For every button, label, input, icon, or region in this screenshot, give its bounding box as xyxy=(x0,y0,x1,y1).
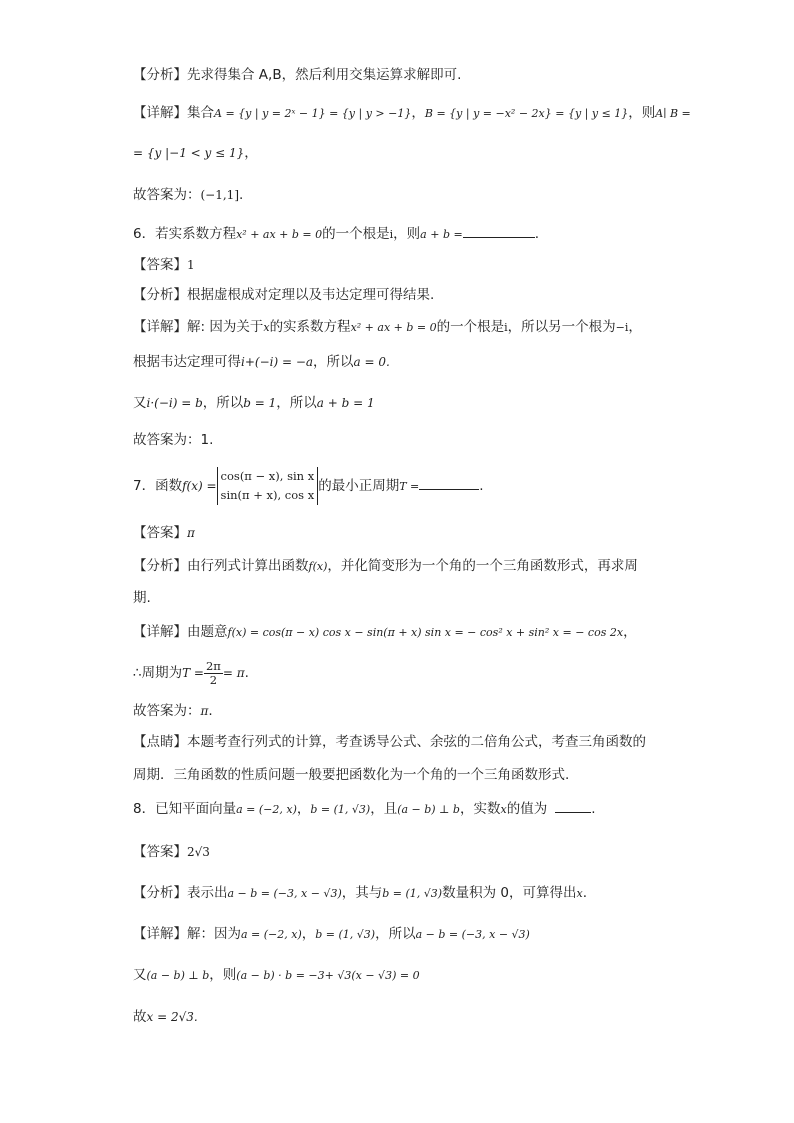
analysis-tag: 【分析】 xyxy=(133,67,187,83)
detail-tag: 【详解】 xyxy=(133,926,187,942)
analysis-line: 【分析】由行列式计算出函数f(x)，并化简变形为一个角的一个三角函数形式，再求周 xyxy=(133,558,638,574)
question-8: 8．已知平面向量a = (−2, x)，b = (1, √3)，且(a − b) ⊥ b，实数x的值为 . xyxy=(133,801,596,817)
answer-math: (−1,1] xyxy=(200,188,240,202)
remark-line-2: 周期．三角函数的性质问题一般要把函数化为一个角的一个三角函数形式. xyxy=(133,767,570,783)
determinant: cos(π − x), sin x sin(π + x), cos x xyxy=(217,467,319,505)
equation: x² + ax + b = 0 xyxy=(236,228,323,241)
answer-line xyxy=(133,524,195,542)
intersection-formula: A∣ B = xyxy=(655,107,691,120)
analysis-text: 先求得集合 A,B，然后利用交集运算求解即可. xyxy=(187,67,462,83)
question-6: 6．若实系数方程x² + ax + b = 0的一个根是i，则a + b = . xyxy=(133,226,539,242)
final-answer-line: 故答案为：π. xyxy=(133,703,213,719)
answer-line: 故答案为：(−1,1]. xyxy=(133,187,244,203)
answer-line xyxy=(133,256,195,274)
detail-line: 【详解】解：因为a = (−2, x)，b = (1, √3)，所以a − b = (−3, x − √3) xyxy=(133,926,530,942)
detail-tag: 【详解】 xyxy=(133,624,187,640)
answer-value: π xyxy=(187,526,195,540)
detail-tag: 【详解】 xyxy=(133,105,187,121)
detail-line: 【详解】解: 因为关于x的实系数方程x² + ax + b = 0的一个根是i，所以另一个根为−i， xyxy=(133,319,642,335)
analysis-line-2: 期. xyxy=(133,590,151,606)
detail-tag: 【详解】 xyxy=(133,319,187,335)
detail-text: 集合 xyxy=(187,105,214,121)
set-b-formula: B = {y | y = −x² − 2x} = {y | y ≤ 1} xyxy=(424,107,629,120)
detail-line-2: 根据韦达定理可得i+(−i) = −a，所以a = 0. xyxy=(133,354,390,370)
analysis-line: 【分析】表示出a − b = (−3, x − √3)，其与b = (1, √3)数量积为 0，可算得出x. xyxy=(133,885,587,901)
function-expansion: f(x) = cos(π − x) cos x − sin(π + x) sin x = − cos² x + sin² x = − cos 2x xyxy=(227,626,624,639)
answer-line xyxy=(133,843,210,861)
remark-tag: 【点睛】 xyxy=(133,734,187,750)
final-answer-line: 故答案为：1. xyxy=(133,432,214,448)
analysis-tag: 【分析】 xyxy=(133,287,187,303)
answer-blank xyxy=(419,477,479,490)
analysis-line: 【分析】根据虚根成对定理以及韦达定理可得结果. xyxy=(133,287,435,303)
detail-line-3: 又i·(−i) = b，所以b = 1，所以a + b = 1 xyxy=(133,395,375,411)
analysis-line xyxy=(133,66,461,84)
remark-line: 【点睛】本题考查行列式的计算，考查诱导公式、余弦的二倍角公式，考查三角函数的 xyxy=(133,734,646,750)
detail-line: 【详解】由题意f(x) = cos(π − x) cos x − sin(π + x) sin x = − cos² x + sin² x = − cos 2x， xyxy=(133,624,637,640)
answer-tag: 【答案】 xyxy=(133,525,187,541)
analysis-tag: 【分析】 xyxy=(133,885,187,901)
period-fraction: $\frac{2\pi}{2}$ xyxy=(205,658,221,687)
intersection-result: = {y |−1 < y ≤ 1} xyxy=(133,146,245,160)
question-7: 7．函数f(x) = cos(π − x), sin x sin(π + x), cos x 的最小正周期T = . xyxy=(133,463,484,510)
answer-value: 2√3 xyxy=(187,845,210,859)
set-a-formula: A = {y | y = 2ˣ − 1} = {y | y > −1} xyxy=(214,107,412,120)
answer-tag: 【答案】 xyxy=(133,257,187,273)
answer-value: 1 xyxy=(187,258,195,272)
final-answer-line: 故x = 2√3. xyxy=(133,1009,198,1025)
period-line: ∴周期为T = $\frac{2\pi}{2}$ = π. xyxy=(133,658,249,687)
detail-result-line: = {y |−1 < y ≤ 1}， xyxy=(133,145,258,161)
answer-blank xyxy=(555,800,591,813)
answer-tag: 【答案】 xyxy=(133,844,187,860)
answer-blank xyxy=(463,225,535,238)
answer-text: 故答案为： xyxy=(133,187,201,203)
detail-line-2: 又(a − b) ⊥ b，则(a − b) · b = −3+ √3(x − √3) = 0 xyxy=(133,967,420,983)
analysis-tag: 【分析】 xyxy=(133,558,187,574)
detail-line: 【详解】集合A = {y | y = 2ˣ − 1} = {y | y > −1}，B = {y | y = −x² − 2x} = {y | y ≤ 1}，则A∣ B = xyxy=(133,105,691,121)
